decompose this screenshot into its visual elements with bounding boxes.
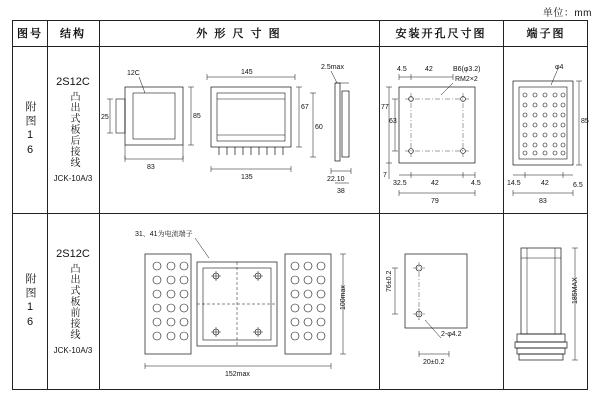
row-2-mounting-figure — [379, 214, 503, 390]
svg-text:22.10: 22.10 — [327, 176, 345, 183]
row-1-structure-sub: JCK-10A/3 — [53, 173, 93, 183]
svg-text:77: 77 — [381, 104, 389, 111]
svg-text:31、41为电流端子: 31、41为电流端子 — [135, 231, 193, 238]
svg-text:67: 67 — [301, 104, 309, 111]
row-1-structure-desc: 凸出式板后接线 — [68, 90, 79, 168]
svg-text:63: 63 — [389, 118, 397, 125]
header-terminal: 端子图 — [526, 28, 566, 40]
svg-text:85: 85 — [193, 113, 201, 120]
svg-text:4.5: 4.5 — [397, 66, 407, 73]
svg-text:152max: 152max — [225, 371, 250, 378]
svg-text:60: 60 — [315, 124, 323, 131]
header-mounting: 安装开孔尺寸图 — [395, 28, 487, 40]
row-2-index — [13, 214, 47, 390]
row-1-structure — [47, 47, 99, 213]
svg-text:145: 145 — [241, 69, 253, 76]
row-2-outline-figure — [99, 214, 379, 390]
svg-text:100max: 100max — [340, 285, 347, 310]
row-2-terminal-figure — [503, 214, 589, 390]
row-2-structure — [47, 214, 99, 390]
svg-text:42: 42 — [431, 180, 439, 187]
svg-text:185MAX: 185MAX — [572, 277, 579, 304]
header-outline: 外 形 尺 寸 图 — [196, 28, 282, 40]
svg-text:135: 135 — [241, 174, 253, 181]
svg-text:42: 42 — [425, 66, 433, 73]
row-1-structure-code: 2S12C — [56, 75, 90, 88]
row-1-index — [13, 47, 47, 213]
svg-text:20±0.2: 20±0.2 — [423, 359, 445, 366]
svg-text:7: 7 — [383, 172, 387, 179]
svg-text:RM2×2: RM2×2 — [455, 76, 478, 83]
drawing-table — [12, 20, 588, 390]
svg-text:38: 38 — [337, 188, 345, 195]
header-index: 图号 — [17, 28, 43, 40]
svg-text:32.5: 32.5 — [393, 180, 407, 187]
svg-text:2.5max: 2.5max — [321, 64, 344, 71]
row-1-terminal-figure — [503, 47, 589, 213]
svg-text:25: 25 — [101, 114, 109, 121]
svg-text:83: 83 — [147, 164, 155, 171]
svg-text:φ4: φ4 — [555, 64, 564, 71]
row-2-index-label: 附图16 — [24, 273, 36, 331]
svg-text:83: 83 — [539, 198, 547, 205]
svg-text:42: 42 — [541, 180, 549, 187]
svg-text:2-φ4.2: 2-φ4.2 — [441, 331, 462, 338]
svg-text:6.5: 6.5 — [573, 182, 583, 189]
svg-text:76±0.2: 76±0.2 — [386, 270, 393, 292]
row-1-outline-figure — [99, 47, 379, 213]
row-1-index-label: 附图16 — [24, 101, 36, 159]
svg-text:B6(φ3.2): B6(φ3.2) — [453, 66, 481, 73]
header-structure: 结构 — [60, 28, 86, 40]
unit-note: 单位：mm — [542, 8, 592, 19]
row-2-structure-sub: JCK-10A/3 — [53, 345, 93, 355]
row-2-structure-desc: 凸出式板前接线 — [68, 262, 79, 340]
svg-text:12C: 12C — [127, 70, 140, 77]
svg-text:4.5: 4.5 — [471, 180, 481, 187]
svg-text:79: 79 — [431, 198, 439, 205]
svg-text:14.5: 14.5 — [507, 180, 521, 187]
svg-text:85: 85 — [581, 118, 589, 125]
row-2-structure-code: 2S12C — [56, 247, 90, 260]
row-1-mounting-figure — [379, 47, 503, 213]
